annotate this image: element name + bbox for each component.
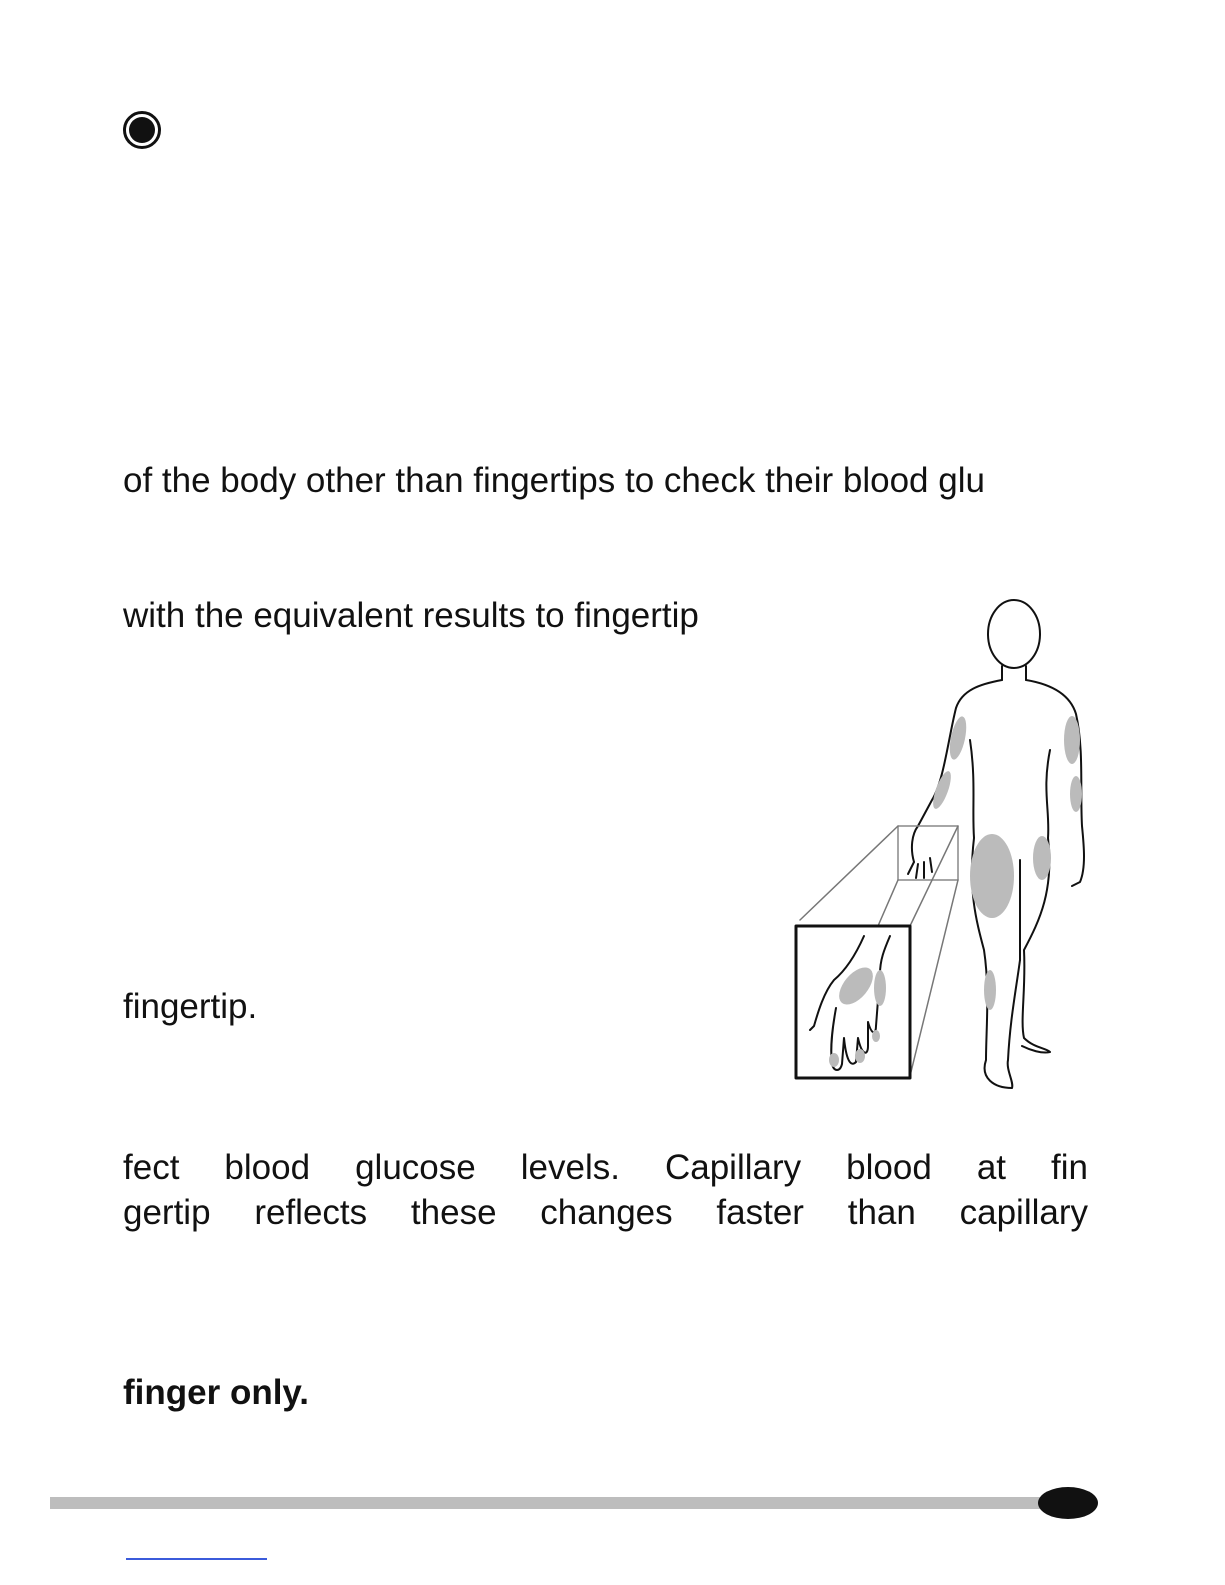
body-text-line-4: fect blood glucose levels. Capillary blood at fin bbox=[123, 1148, 1088, 1187]
right-leg-outline bbox=[1022, 750, 1050, 1053]
footer-bar bbox=[50, 1497, 1040, 1509]
bold-note: finger only. bbox=[123, 1373, 310, 1412]
body-text-line-2: with the equivalent results to fingertip bbox=[123, 596, 699, 635]
bullet-icon bbox=[123, 111, 161, 149]
link-underline bbox=[126, 1558, 267, 1560]
body-text-line-1: of the body other than fingertips to check their blood glu bbox=[123, 461, 985, 500]
hand-fingers bbox=[908, 858, 932, 878]
body-text-line-3: fingertip. bbox=[123, 987, 258, 1026]
body-text-line-5: gertip reflects these changes faster than capillary bbox=[123, 1193, 1088, 1232]
head-outline bbox=[988, 600, 1040, 668]
page-number-badge bbox=[1038, 1487, 1098, 1519]
body-testing-sites-illustration bbox=[780, 590, 1110, 1100]
hand-highlight-box bbox=[898, 826, 958, 880]
